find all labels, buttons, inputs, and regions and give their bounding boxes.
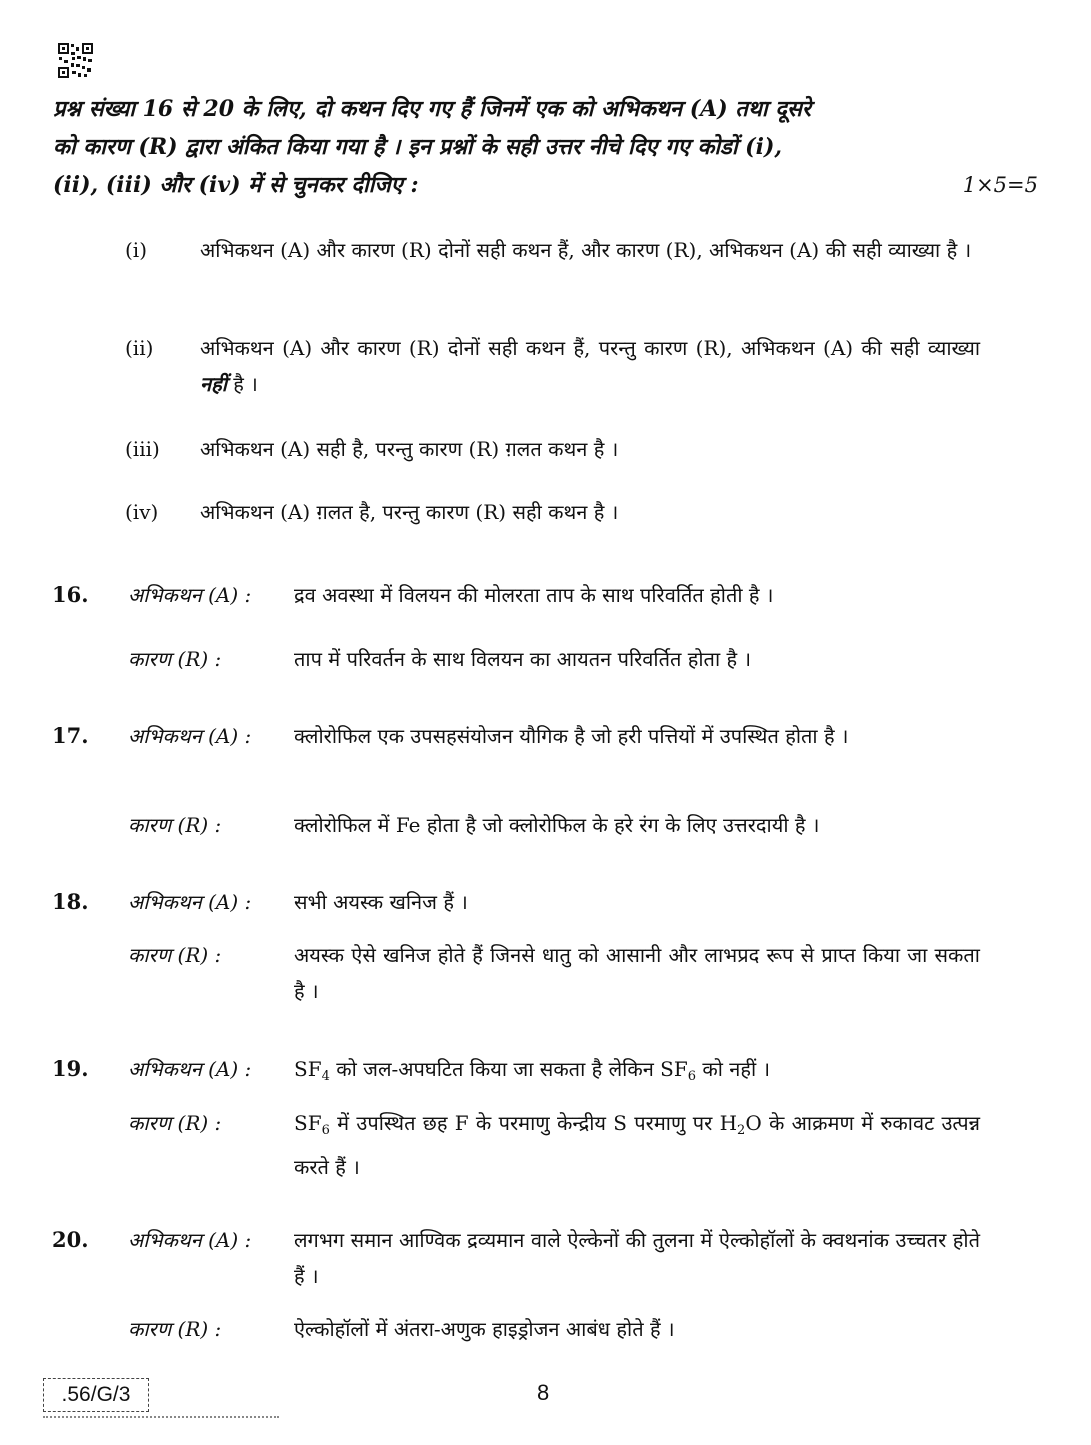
option-number: (iii) bbox=[125, 437, 160, 461]
question-18-assertion: सभी अयस्क खनिज हैं । bbox=[294, 890, 468, 914]
reason-label: कारण (R) : bbox=[128, 647, 222, 671]
question-19-reason: $SF_6$ में उपस्थित छह F के परमाणु केन्द्रीय S परमाणु पर $H_2O$ के आक्रमण में रुकावट उत्पन्न करते हैं । bbox=[294, 1111, 980, 1179]
option-number: (ii) bbox=[125, 336, 154, 360]
reason-label: कारण (R) : bbox=[128, 1317, 222, 1341]
question-19-assertion: $SF_4$ को जल-अपघटित किया जा सकता है लेकिन $SF_6$ को नहीं । bbox=[294, 1057, 771, 1084]
reason-label: कारण (R) : bbox=[128, 1111, 222, 1135]
question-17-reason: क्लोरोफिल में Fe होता है जो क्लोरोफिल के हरे रंग के लिए उत्तरदायी है । bbox=[294, 813, 820, 837]
instructions-line-1: प्रश्न संख्या 16 से 20 के लिए, दो कथन दिए गए हैं जिनमें एक को अभिकथन (A) तथा दूसरे bbox=[53, 96, 811, 122]
marks-allocation: 1×5=5 bbox=[962, 173, 1038, 197]
emphasis-not: नहीं bbox=[200, 372, 227, 396]
question-17-assertion: क्लोरोफिल एक उपसहसंयोजन यौगिक है जो हरी पत्तियों में उपस्थित होता है । bbox=[294, 724, 849, 748]
instructions bbox=[53, 90, 1038, 204]
footer-divider bbox=[43, 1416, 279, 1418]
instructions-line-3: (ii), (iii) और (iv) में से चुनकर दीजिए : bbox=[53, 172, 419, 198]
option-text: अभिकथन (A) और कारण (R) दोनों सही कथन हैं, और कारण (R), अभिकथन (A) की सही व्याख्या है । bbox=[200, 238, 972, 262]
option-number: (i) bbox=[125, 238, 148, 262]
assertion-label: अभिकथन (A) : bbox=[128, 1228, 252, 1252]
question-18-number: 18. bbox=[52, 889, 89, 914]
question-17-number: 17. bbox=[52, 723, 89, 748]
question-20-assertion: लगभग समान आण्विक द्रव्यमान वाले ऐल्केनों की तुलना में ऐल्कोहॉलों के क्वथनांक उच्चतर होते हैं । bbox=[294, 1228, 980, 1288]
question-16-number: 16. bbox=[52, 582, 89, 607]
question-19-number: 19. bbox=[52, 1056, 89, 1081]
reason-label: कारण (R) : bbox=[128, 943, 222, 967]
assertion-label: अभिकथन (A) : bbox=[128, 1057, 252, 1081]
option-text: अभिकथन (A) सही है, परन्तु कारण (R) ग़लत कथन है । bbox=[200, 437, 619, 461]
assertion-label: अभिकथन (A) : bbox=[128, 583, 252, 607]
paper-code: .56/G/3 bbox=[43, 1378, 149, 1412]
question-16-reason: ताप में परिवर्तन के साथ विलयन का आयतन परिवर्तित होता है । bbox=[294, 647, 752, 671]
qr-code-icon bbox=[57, 42, 94, 79]
instructions-line-2: को कारण (R) द्वारा अंकित किया गया है । इन प्रश्नों के सही उत्तर नीचे दिए गए कोडों (i), bbox=[53, 134, 783, 160]
assertion-label: अभिकथन (A) : bbox=[128, 724, 252, 748]
question-16-assertion: द्रव अवस्था में विलयन की मोलरता ताप के साथ परिवर्तित होती है । bbox=[294, 583, 774, 607]
question-20-number: 20. bbox=[52, 1227, 89, 1252]
question-20-reason: ऐल्कोहॉलों में अंतरा-अणुक हाइड्रोजन आबंध होते हैं । bbox=[294, 1317, 675, 1341]
assertion-label: अभिकथन (A) : bbox=[128, 890, 252, 914]
page-number: 8 bbox=[537, 1380, 550, 1405]
option-number: (iv) bbox=[125, 500, 159, 524]
question-18-reason: अयस्क ऐसे खनिज होते हैं जिनसे धातु को आसानी और लाभप्रद रूप से प्राप्त किया जा सकता है । bbox=[294, 943, 980, 1003]
option-text: अभिकथन (A) ग़लत है, परन्तु कारण (R) सही कथन है । bbox=[200, 500, 619, 524]
reason-label: कारण (R) : bbox=[128, 813, 222, 837]
option-text: अभिकथन (A) और कारण (R) दोनों सही कथन हैं, परन्तु कारण (R), अभिकथन (A) की सही व्याख्या नहीं है । bbox=[200, 336, 980, 396]
